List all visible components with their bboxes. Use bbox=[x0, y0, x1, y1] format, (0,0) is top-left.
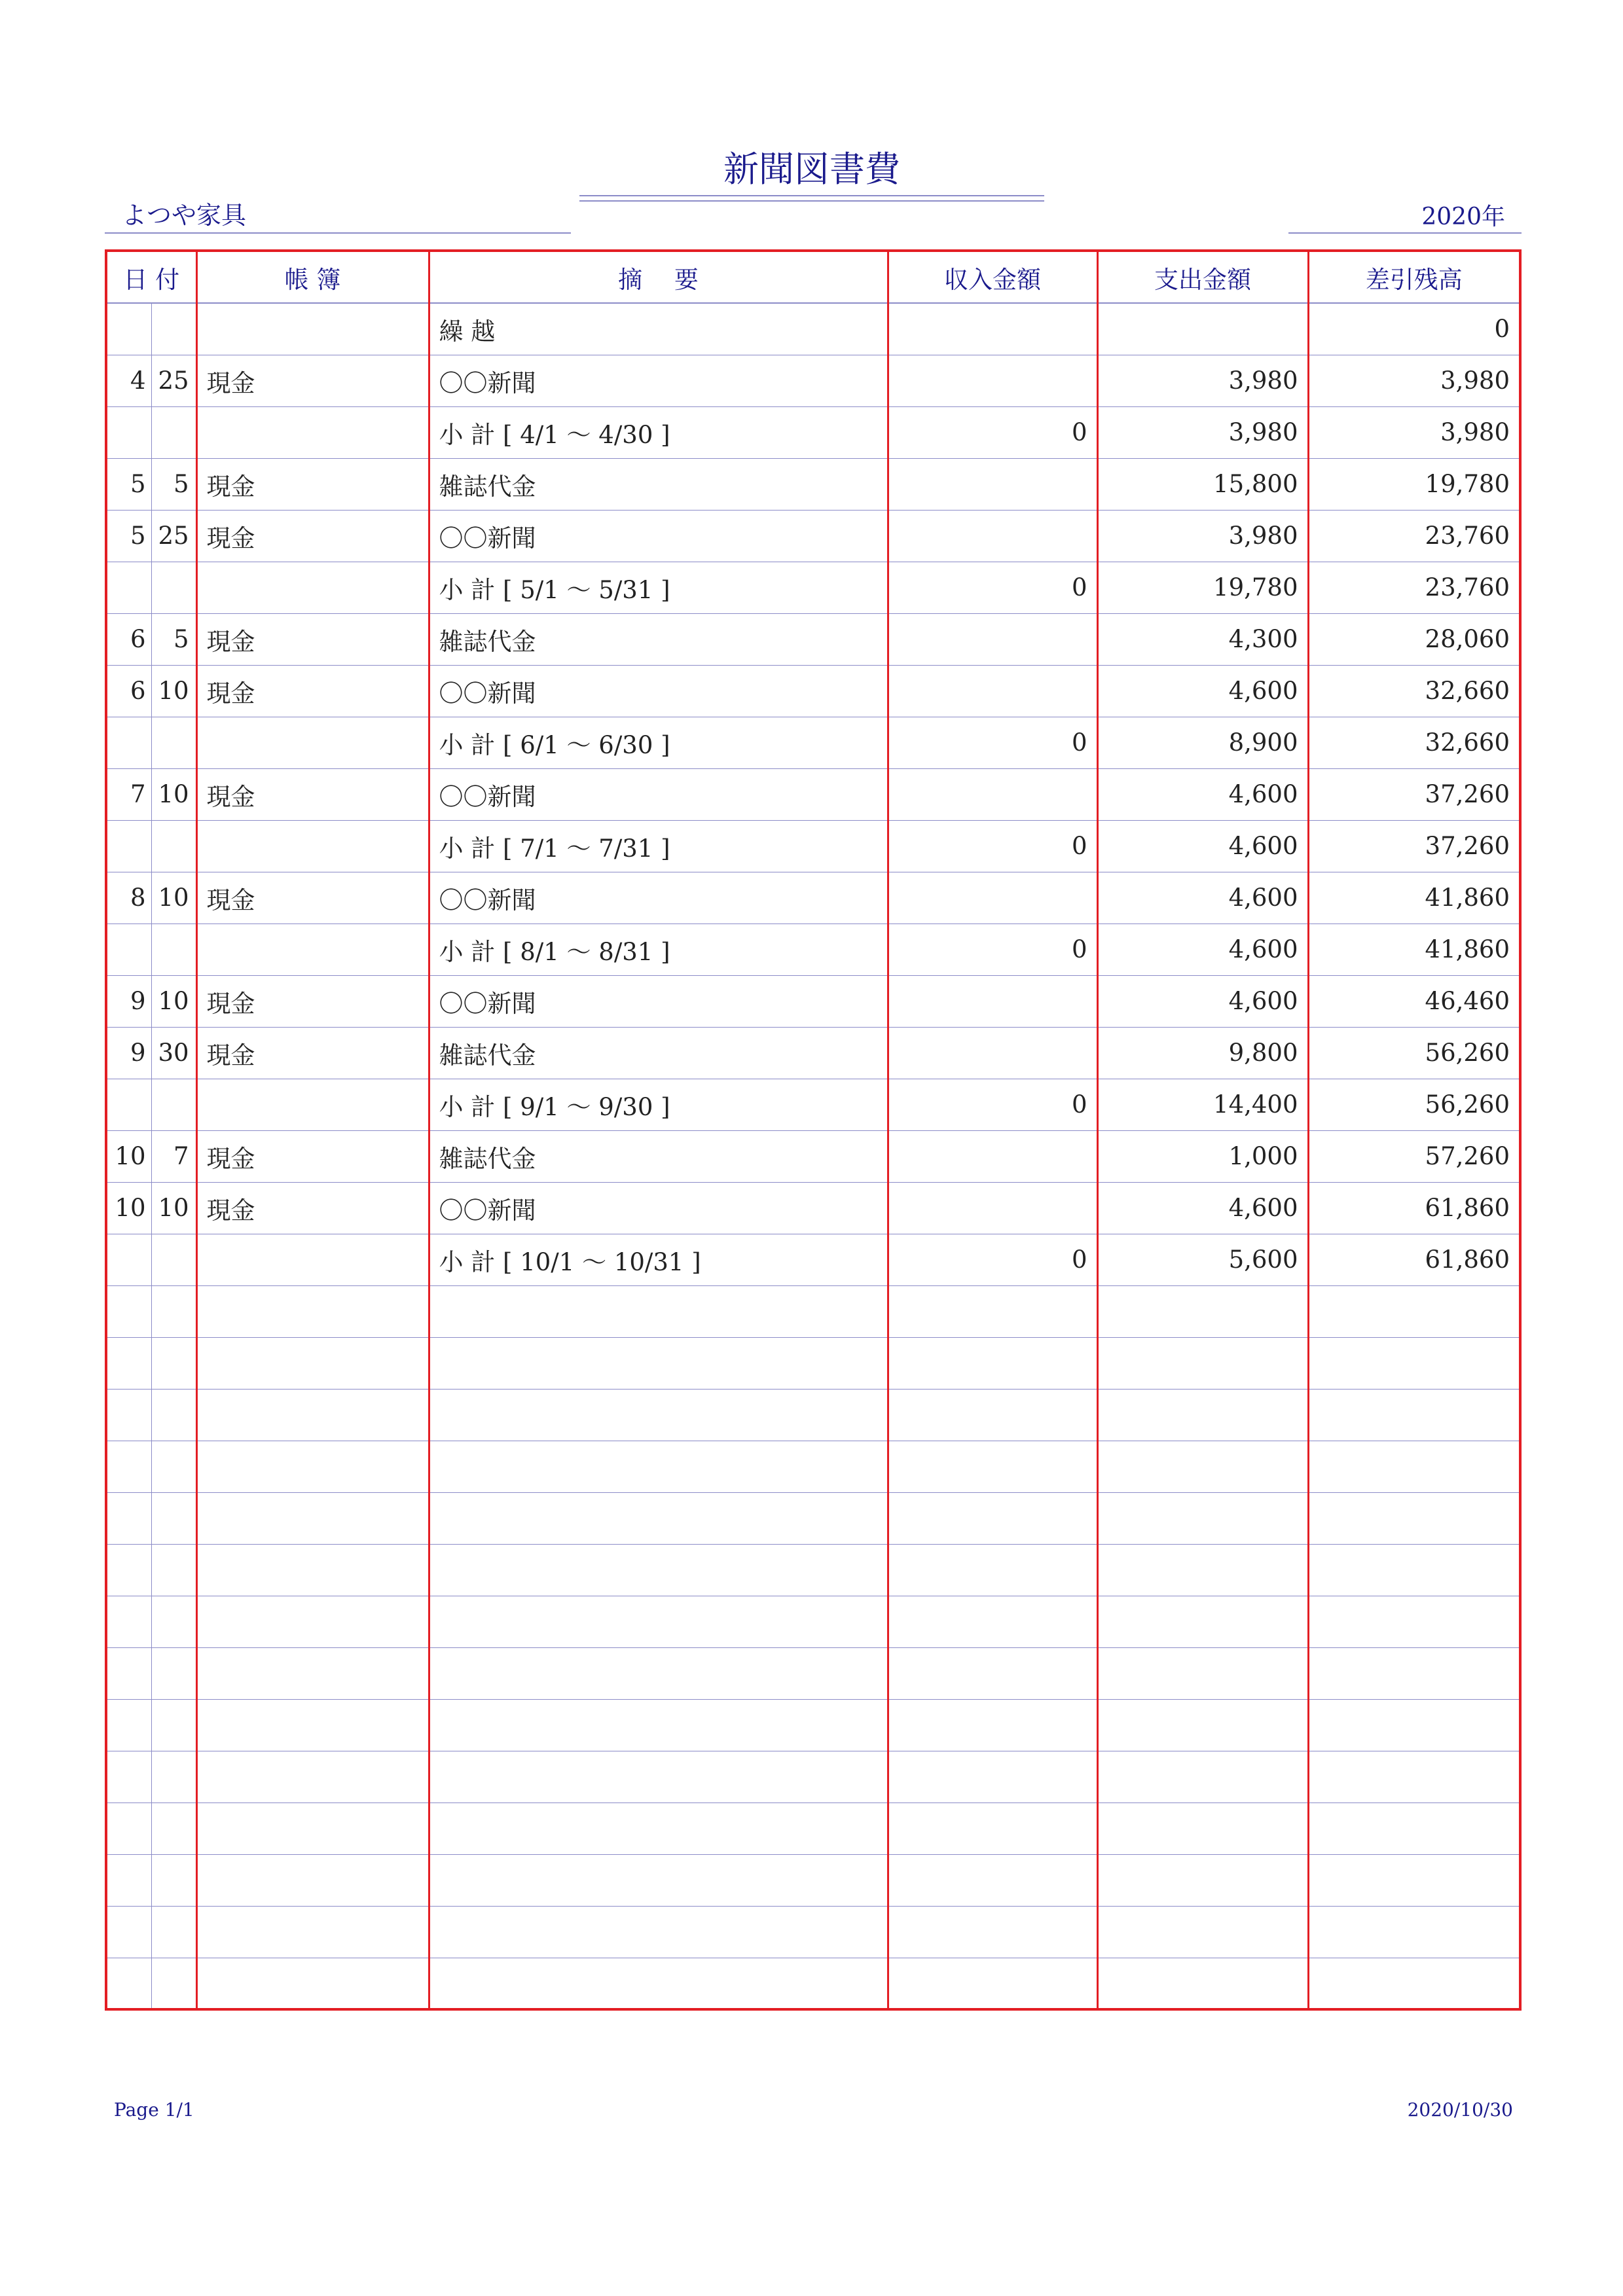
cell-expense bbox=[1097, 1906, 1308, 1958]
cell-balance bbox=[1308, 1492, 1520, 1544]
cell-balance: 41,860 bbox=[1308, 872, 1520, 924]
cell-day bbox=[151, 406, 196, 458]
cell-summary: 〇〇新聞 bbox=[429, 1182, 888, 1234]
table-row bbox=[106, 717, 1520, 768]
cell-balance: 19,780 bbox=[1308, 458, 1520, 510]
cell-book bbox=[196, 1647, 429, 1699]
print-date: 2020/10/30 bbox=[1407, 2099, 1513, 2121]
cell-expense: 3,980 bbox=[1097, 510, 1308, 562]
cell-expense bbox=[1097, 1854, 1308, 1906]
cell-day bbox=[151, 1441, 196, 1492]
cell-expense: 4,600 bbox=[1097, 872, 1308, 924]
cell-month bbox=[106, 1906, 151, 1958]
cell-expense bbox=[1097, 1389, 1308, 1441]
cell-expense bbox=[1097, 1699, 1308, 1751]
cell-day bbox=[151, 562, 196, 613]
cell-balance bbox=[1308, 1958, 1520, 2009]
table-row bbox=[106, 1337, 1520, 1389]
cell-book bbox=[196, 924, 429, 975]
cell-balance: 28,060 bbox=[1308, 613, 1520, 665]
cell-expense: 3,980 bbox=[1097, 406, 1308, 458]
cell-income: 0 bbox=[888, 820, 1097, 872]
cell-month: 10 bbox=[106, 1182, 151, 1234]
cell-day bbox=[151, 1906, 196, 1958]
cell-income: 0 bbox=[888, 924, 1097, 975]
cell-summary: 小 計 [ 9/1 ～ 9/30 ] bbox=[429, 1079, 888, 1130]
cell-month bbox=[106, 1079, 151, 1130]
cell-summary bbox=[429, 1492, 888, 1544]
cell-summary bbox=[429, 1699, 888, 1751]
table-row bbox=[106, 820, 1520, 872]
cell-month: 5 bbox=[106, 458, 151, 510]
cell-book bbox=[196, 303, 429, 355]
cell-month bbox=[106, 1544, 151, 1596]
header-balance: 差引残高 bbox=[1308, 251, 1520, 303]
cell-balance: 41,860 bbox=[1308, 924, 1520, 975]
cell-expense: 4,600 bbox=[1097, 820, 1308, 872]
cell-book bbox=[196, 1596, 429, 1647]
company-underline bbox=[105, 232, 571, 234]
cell-expense bbox=[1097, 1441, 1308, 1492]
cell-income bbox=[888, 1544, 1097, 1596]
cell-day bbox=[151, 1234, 196, 1285]
table-row bbox=[106, 1803, 1520, 1854]
cell-income bbox=[888, 1492, 1097, 1544]
cell-month bbox=[106, 1854, 151, 1906]
cell-summary: 小 計 [ 7/1 ～ 7/31 ] bbox=[429, 820, 888, 872]
cell-book: 現金 bbox=[196, 355, 429, 406]
table-row bbox=[106, 1389, 1520, 1441]
table-row bbox=[106, 1492, 1520, 1544]
cell-expense bbox=[1097, 1958, 1308, 2009]
cell-day bbox=[151, 1285, 196, 1337]
table-row bbox=[106, 1130, 1520, 1182]
cell-book bbox=[196, 1958, 429, 2009]
cell-book bbox=[196, 1906, 429, 1958]
cell-day bbox=[151, 717, 196, 768]
cell-expense: 3,980 bbox=[1097, 355, 1308, 406]
cell-summary: 小 計 [ 6/1 ～ 6/30 ] bbox=[429, 717, 888, 768]
cell-book: 現金 bbox=[196, 975, 429, 1027]
ledger-body bbox=[106, 303, 1520, 2009]
cell-income bbox=[888, 1027, 1097, 1079]
year-underline bbox=[1288, 232, 1522, 234]
cell-income bbox=[888, 1389, 1097, 1441]
cell-book bbox=[196, 406, 429, 458]
cell-month bbox=[106, 1337, 151, 1389]
cell-expense bbox=[1097, 1544, 1308, 1596]
cell-income bbox=[888, 1337, 1097, 1389]
cell-expense: 5,600 bbox=[1097, 1234, 1308, 1285]
cell-month: 9 bbox=[106, 975, 151, 1027]
cell-day bbox=[151, 1544, 196, 1596]
cell-summary bbox=[429, 1441, 888, 1492]
cell-income bbox=[888, 510, 1097, 562]
cell-day: 5 bbox=[151, 613, 196, 665]
cell-balance: 56,260 bbox=[1308, 1027, 1520, 1079]
cell-book: 現金 bbox=[196, 1027, 429, 1079]
cell-month bbox=[106, 820, 151, 872]
cell-summary: 雑誌代金 bbox=[429, 1027, 888, 1079]
cell-day bbox=[151, 303, 196, 355]
cell-summary: 〇〇新聞 bbox=[429, 665, 888, 717]
cell-summary bbox=[429, 1596, 888, 1647]
cell-income bbox=[888, 1441, 1097, 1492]
cell-day bbox=[151, 1854, 196, 1906]
cell-day bbox=[151, 1079, 196, 1130]
cell-expense: 4,300 bbox=[1097, 613, 1308, 665]
cell-book bbox=[196, 1389, 429, 1441]
cell-income: 0 bbox=[888, 1079, 1097, 1130]
cell-book: 現金 bbox=[196, 768, 429, 820]
cell-balance: 46,460 bbox=[1308, 975, 1520, 1027]
cell-balance bbox=[1308, 1803, 1520, 1854]
cell-income bbox=[888, 1803, 1097, 1854]
cell-month bbox=[106, 562, 151, 613]
cell-day bbox=[151, 1958, 196, 2009]
cell-income bbox=[888, 355, 1097, 406]
cell-day bbox=[151, 1596, 196, 1647]
cell-balance: 32,660 bbox=[1308, 717, 1520, 768]
table-row bbox=[106, 1182, 1520, 1234]
title-underline-top bbox=[579, 195, 1044, 196]
cell-month bbox=[106, 1441, 151, 1492]
cell-summary bbox=[429, 1285, 888, 1337]
table-row bbox=[106, 1441, 1520, 1492]
cell-day bbox=[151, 1389, 196, 1441]
cell-balance: 23,760 bbox=[1308, 562, 1520, 613]
cell-day: 10 bbox=[151, 975, 196, 1027]
cell-summary: 雑誌代金 bbox=[429, 1130, 888, 1182]
cell-expense bbox=[1097, 1337, 1308, 1389]
table-row bbox=[106, 768, 1520, 820]
cell-summary bbox=[429, 1544, 888, 1596]
cell-expense: 4,600 bbox=[1097, 924, 1308, 975]
header-row bbox=[106, 251, 1520, 303]
header-summary: 摘 要 bbox=[429, 251, 888, 303]
cell-summary: 小 計 [ 8/1 ～ 8/31 ] bbox=[429, 924, 888, 975]
cell-expense bbox=[1097, 1751, 1308, 1803]
cell-balance bbox=[1308, 1441, 1520, 1492]
cell-balance: 37,260 bbox=[1308, 820, 1520, 872]
cell-income bbox=[888, 1647, 1097, 1699]
cell-balance: 3,980 bbox=[1308, 406, 1520, 458]
table-row bbox=[106, 1234, 1520, 1285]
table-row bbox=[106, 510, 1520, 562]
cell-expense: 4,600 bbox=[1097, 768, 1308, 820]
cell-book bbox=[196, 1337, 429, 1389]
cell-month bbox=[106, 1596, 151, 1647]
cell-month: 8 bbox=[106, 872, 151, 924]
cell-month: 7 bbox=[106, 768, 151, 820]
cell-summary: 雑誌代金 bbox=[429, 613, 888, 665]
cell-income bbox=[888, 665, 1097, 717]
cell-balance: 23,760 bbox=[1308, 510, 1520, 562]
cell-month bbox=[106, 924, 151, 975]
cell-income: 0 bbox=[888, 406, 1097, 458]
cell-day bbox=[151, 1337, 196, 1389]
cell-summary: 小 計 [ 4/1 ～ 4/30 ] bbox=[429, 406, 888, 458]
cell-summary: 〇〇新聞 bbox=[429, 872, 888, 924]
cell-day bbox=[151, 1492, 196, 1544]
cell-day: 10 bbox=[151, 665, 196, 717]
cell-book bbox=[196, 1854, 429, 1906]
cell-income bbox=[888, 458, 1097, 510]
table-row bbox=[106, 1854, 1520, 1906]
header-date: 日 付 bbox=[106, 251, 196, 303]
cell-summary: 繰 越 bbox=[429, 303, 888, 355]
cell-income bbox=[888, 872, 1097, 924]
table-row bbox=[106, 355, 1520, 406]
table-row bbox=[106, 1027, 1520, 1079]
cell-book bbox=[196, 1751, 429, 1803]
cell-book: 現金 bbox=[196, 458, 429, 510]
table-row bbox=[106, 613, 1520, 665]
company-name: よつや家具 bbox=[122, 201, 247, 230]
cell-book bbox=[196, 1234, 429, 1285]
cell-balance: 61,860 bbox=[1308, 1182, 1520, 1234]
table-row bbox=[106, 1958, 1520, 2009]
table-row bbox=[106, 975, 1520, 1027]
cell-summary bbox=[429, 1389, 888, 1441]
cell-income bbox=[888, 613, 1097, 665]
cell-balance: 0 bbox=[1308, 303, 1520, 355]
cell-balance bbox=[1308, 1337, 1520, 1389]
cell-income bbox=[888, 1699, 1097, 1751]
table-row bbox=[106, 303, 1520, 355]
ledger-table bbox=[105, 249, 1522, 2011]
cell-day bbox=[151, 1803, 196, 1854]
cell-balance: 3,980 bbox=[1308, 355, 1520, 406]
cell-month: 5 bbox=[106, 510, 151, 562]
cell-summary bbox=[429, 1958, 888, 2009]
table-row bbox=[106, 1285, 1520, 1337]
cell-balance bbox=[1308, 1544, 1520, 1596]
cell-month bbox=[106, 1389, 151, 1441]
title-underline-bottom bbox=[579, 200, 1044, 202]
cell-summary bbox=[429, 1854, 888, 1906]
cell-balance bbox=[1308, 1751, 1520, 1803]
cell-month bbox=[106, 1958, 151, 2009]
table-row bbox=[106, 1596, 1520, 1647]
cell-balance bbox=[1308, 1699, 1520, 1751]
header-income: 収入金額 bbox=[888, 251, 1097, 303]
cell-day bbox=[151, 1751, 196, 1803]
cell-day bbox=[151, 820, 196, 872]
table-row bbox=[106, 872, 1520, 924]
cell-income: 0 bbox=[888, 562, 1097, 613]
cell-expense: 4,600 bbox=[1097, 1182, 1308, 1234]
cell-summary bbox=[429, 1803, 888, 1854]
cell-summary bbox=[429, 1337, 888, 1389]
cell-income bbox=[888, 1182, 1097, 1234]
ledger-year: 2020年 bbox=[1421, 204, 1505, 230]
cell-book: 現金 bbox=[196, 872, 429, 924]
table-row bbox=[106, 1751, 1520, 1803]
header-expense: 支出金額 bbox=[1097, 251, 1308, 303]
cell-month: 6 bbox=[106, 665, 151, 717]
cell-income bbox=[888, 1596, 1097, 1647]
cell-income bbox=[888, 1906, 1097, 1958]
header-book: 帳 簿 bbox=[196, 251, 429, 303]
cell-income bbox=[888, 303, 1097, 355]
cell-summary bbox=[429, 1906, 888, 1958]
cell-book bbox=[196, 1079, 429, 1130]
cell-summary bbox=[429, 1751, 888, 1803]
cell-month: 9 bbox=[106, 1027, 151, 1079]
cell-balance bbox=[1308, 1906, 1520, 1958]
cell-month bbox=[106, 1647, 151, 1699]
cell-summary: 〇〇新聞 bbox=[429, 975, 888, 1027]
cell-balance: 61,860 bbox=[1308, 1234, 1520, 1285]
cell-expense bbox=[1097, 1803, 1308, 1854]
cell-day: 7 bbox=[151, 1130, 196, 1182]
table-row bbox=[106, 924, 1520, 975]
cell-book bbox=[196, 562, 429, 613]
table-row bbox=[106, 1699, 1520, 1751]
cell-book bbox=[196, 1441, 429, 1492]
cell-month bbox=[106, 406, 151, 458]
cell-month bbox=[106, 1234, 151, 1285]
cell-balance bbox=[1308, 1389, 1520, 1441]
cell-month bbox=[106, 303, 151, 355]
cell-summary: 〇〇新聞 bbox=[429, 768, 888, 820]
cell-month: 10 bbox=[106, 1130, 151, 1182]
cell-summary bbox=[429, 1647, 888, 1699]
cell-expense bbox=[1097, 1285, 1308, 1337]
cell-expense: 14,400 bbox=[1097, 1079, 1308, 1130]
cell-balance bbox=[1308, 1596, 1520, 1647]
cell-income bbox=[888, 1285, 1097, 1337]
cell-book: 現金 bbox=[196, 1130, 429, 1182]
cell-book: 現金 bbox=[196, 510, 429, 562]
cell-book bbox=[196, 1492, 429, 1544]
cell-day bbox=[151, 1699, 196, 1751]
cell-income bbox=[888, 1854, 1097, 1906]
cell-expense bbox=[1097, 303, 1308, 355]
cell-income bbox=[888, 768, 1097, 820]
table-row bbox=[106, 406, 1520, 458]
cell-balance: 37,260 bbox=[1308, 768, 1520, 820]
cell-month bbox=[106, 1699, 151, 1751]
cell-month bbox=[106, 1285, 151, 1337]
cell-balance bbox=[1308, 1285, 1520, 1337]
cell-expense bbox=[1097, 1596, 1308, 1647]
cell-book bbox=[196, 1285, 429, 1337]
cell-income: 0 bbox=[888, 1234, 1097, 1285]
table-row bbox=[106, 458, 1520, 510]
cell-expense: 8,900 bbox=[1097, 717, 1308, 768]
cell-month bbox=[106, 1492, 151, 1544]
cell-month: 4 bbox=[106, 355, 151, 406]
cell-expense: 9,800 bbox=[1097, 1027, 1308, 1079]
cell-income bbox=[888, 1751, 1097, 1803]
cell-expense bbox=[1097, 1492, 1308, 1544]
cell-day: 10 bbox=[151, 768, 196, 820]
cell-day: 30 bbox=[151, 1027, 196, 1079]
cell-book: 現金 bbox=[196, 665, 429, 717]
cell-income bbox=[888, 975, 1097, 1027]
cell-summary: 小 計 [ 10/1 ～ 10/31 ] bbox=[429, 1234, 888, 1285]
cell-book: 現金 bbox=[196, 1182, 429, 1234]
cell-book bbox=[196, 820, 429, 872]
cell-expense: 1,000 bbox=[1097, 1130, 1308, 1182]
cell-month bbox=[106, 1803, 151, 1854]
cell-summary: 雑誌代金 bbox=[429, 458, 888, 510]
cell-expense bbox=[1097, 1647, 1308, 1699]
cell-expense: 4,600 bbox=[1097, 665, 1308, 717]
cell-book bbox=[196, 717, 429, 768]
cell-book bbox=[196, 1544, 429, 1596]
cell-day: 10 bbox=[151, 1182, 196, 1234]
cell-income bbox=[888, 1130, 1097, 1182]
cell-day bbox=[151, 924, 196, 975]
table-row bbox=[106, 1647, 1520, 1699]
cell-balance bbox=[1308, 1647, 1520, 1699]
cell-day: 25 bbox=[151, 355, 196, 406]
cell-month bbox=[106, 1751, 151, 1803]
cell-summary: 〇〇新聞 bbox=[429, 355, 888, 406]
cell-day: 5 bbox=[151, 458, 196, 510]
cell-book bbox=[196, 1699, 429, 1751]
table-row bbox=[106, 1079, 1520, 1130]
cell-summary: 〇〇新聞 bbox=[429, 510, 888, 562]
cell-balance bbox=[1308, 1854, 1520, 1906]
cell-day: 10 bbox=[151, 872, 196, 924]
cell-day: 25 bbox=[151, 510, 196, 562]
cell-income bbox=[888, 1958, 1097, 2009]
table-row bbox=[106, 1906, 1520, 1958]
cell-book bbox=[196, 1803, 429, 1854]
cell-balance: 32,660 bbox=[1308, 665, 1520, 717]
cell-expense: 15,800 bbox=[1097, 458, 1308, 510]
cell-expense: 4,600 bbox=[1097, 975, 1308, 1027]
ledger-title: 新聞図書費 bbox=[723, 149, 900, 190]
cell-expense: 19,780 bbox=[1097, 562, 1308, 613]
cell-income: 0 bbox=[888, 717, 1097, 768]
cell-book: 現金 bbox=[196, 613, 429, 665]
table-row bbox=[106, 1544, 1520, 1596]
table-row bbox=[106, 665, 1520, 717]
cell-balance: 56,260 bbox=[1308, 1079, 1520, 1130]
table-row bbox=[106, 562, 1520, 613]
cell-summary: 小 計 [ 5/1 ～ 5/31 ] bbox=[429, 562, 888, 613]
cell-balance: 57,260 bbox=[1308, 1130, 1520, 1182]
cell-month bbox=[106, 717, 151, 768]
page-number: Page 1/1 bbox=[114, 2099, 194, 2121]
cell-month: 6 bbox=[106, 613, 151, 665]
cell-day bbox=[151, 1647, 196, 1699]
